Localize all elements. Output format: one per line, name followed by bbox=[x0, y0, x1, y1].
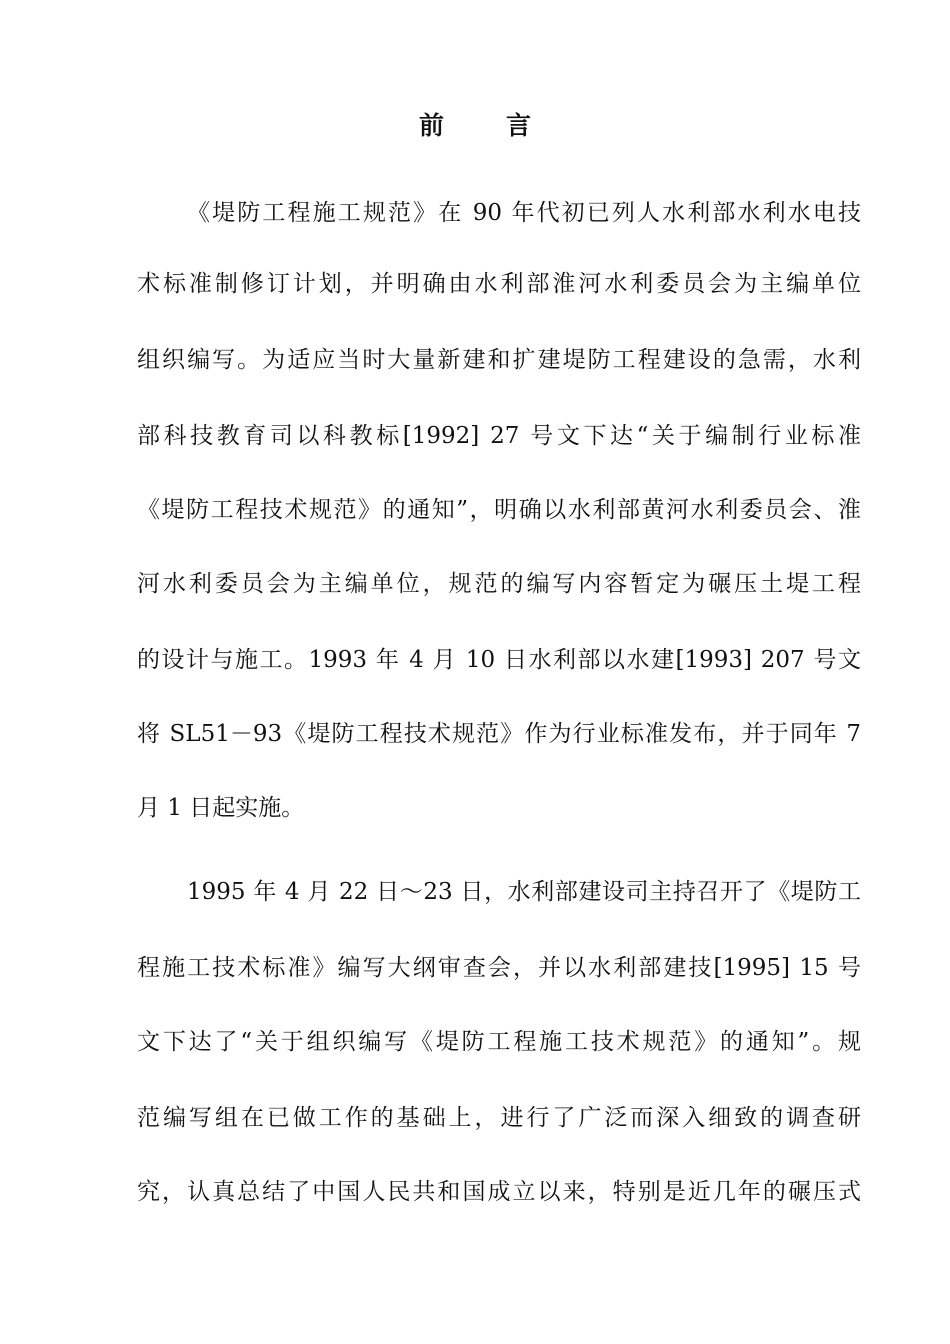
page-title bbox=[0, 106, 950, 146]
paragraph-2-line-4: 范编写组在已做工作的基础上，进行了广泛而深入细致的调查研 bbox=[137, 1105, 861, 1131]
paragraph-1-line-2: 术标准制修订计划，并明确由水利部淮河水利委员会为主编单位 bbox=[137, 271, 861, 297]
paragraph-1-line-7: 的设计与施工。1993 年 4 月 10 日水利部以水建[1993] 207 号文 bbox=[137, 647, 861, 673]
paragraph-2-line-1: 1995 年 4 月 22 日～23 日，水利部建设司主持召开了《堤防工 bbox=[187, 879, 861, 905]
paragraph-1-line-9: 月 1 日起实施。 bbox=[137, 795, 305, 821]
paragraph-1-line-8: 将 SL51－93《堤防工程技术规范》作为行业标准发布，并于同年 7 bbox=[137, 721, 861, 747]
paragraph-2-line-3: 文下达了“关于组织编写《堤防工程施工技术规范》的通知”。规 bbox=[137, 1029, 861, 1055]
paragraph-1-line-6: 河水利委员会为主编单位，规范的编写内容暂定为碾压土堤工程 bbox=[137, 571, 861, 597]
paragraph-1-line-1: 《堤防工程施工规范》在 90 年代初已列人水利部水利水电技 bbox=[187, 200, 861, 226]
paragraph-2-line-5: 究，认真总结了中国人民共和国成立以来，特别是近几年的碾压式 bbox=[137, 1179, 861, 1205]
paragraph-1-line-3: 组织编写。为适应当时大量新建和扩建堤防工程建设的急需，水利 bbox=[137, 347, 861, 373]
paragraph-1-line-5: 《堤防工程技术规范》的通知”，明确以水利部黄河水利委员会、淮 bbox=[137, 497, 861, 523]
title-char-1: 前 bbox=[418, 111, 444, 140]
paragraph-1-line-4: 部科技教育司以科教标[1992] 27 号文下达“关于编制行业标准 bbox=[137, 423, 861, 449]
paragraph-2-line-2: 程施工技术标准》编写大纲审查会，并以水利部建技[1995] 15 号 bbox=[137, 955, 861, 981]
title-char-2: 言 bbox=[506, 111, 532, 140]
